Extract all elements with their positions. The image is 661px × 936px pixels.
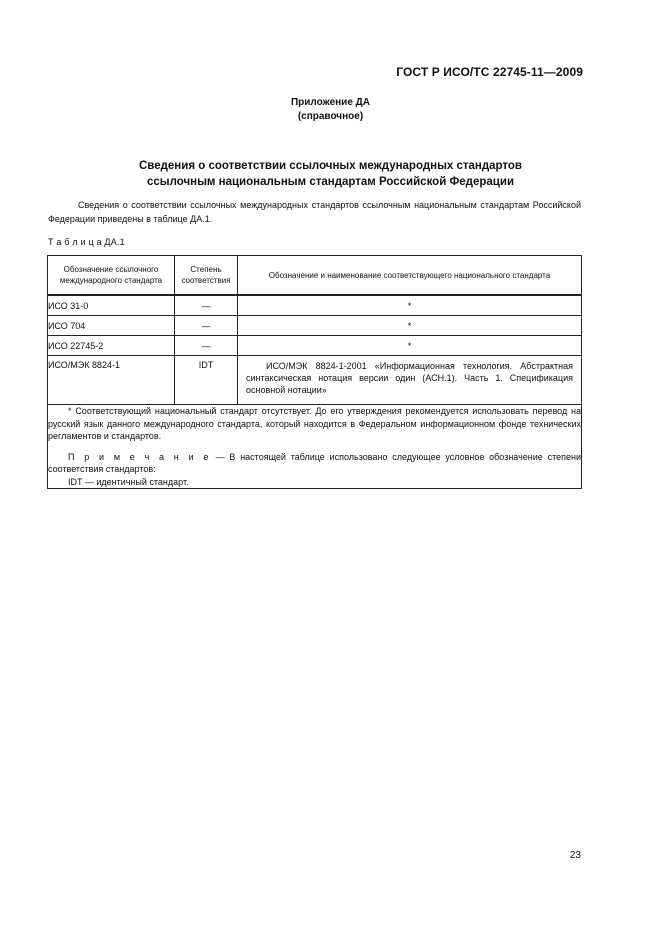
- header-col1-line2: международного стандарта: [59, 276, 163, 285]
- row-code: ИСО 22745-2: [48, 336, 175, 356]
- footnote: * Соответствующий национальный стандарт отсутствует. До его утверждения рекомендуется использовать перевод на русский язык данного международного стандарта, который находится в Федеральном информационном фонде технических регламентов и стандартов.: [48, 406, 581, 441]
- header-col2-line2: соответствия: [181, 276, 231, 285]
- table-notes: [48, 405, 582, 489]
- row-degree: —: [175, 295, 238, 316]
- intro-text: Сведения о соответствии ссылочных международных стандартов ссылочным национальным стандартам Российской Федерации приведены в таблице ДА.1.: [48, 200, 581, 224]
- header-degree: [175, 256, 238, 296]
- row-degree: IDT: [175, 356, 238, 405]
- table-row: [48, 336, 582, 356]
- annex-heading: [0, 96, 661, 124]
- row-degree: —: [175, 316, 238, 336]
- annex-subtitle: (справочное): [297, 111, 364, 122]
- row-code: ИСО 31-0: [48, 295, 175, 316]
- table-label: Т а б л и ц а ДА.1: [48, 237, 125, 247]
- note-label: П р и м е ч а н и е: [68, 451, 211, 462]
- header-col1-line1: Обозначение ссылочного: [63, 265, 159, 274]
- row-national: *: [238, 316, 582, 336]
- note-idt: IDT — идентичный стандарт.: [68, 476, 189, 487]
- correspondence-table: [47, 255, 582, 489]
- note-text: — В настоящей таблице использовано следующее условное обозначение степени соответствия стандартов:: [48, 451, 581, 474]
- header-national-standard: [238, 256, 582, 296]
- table-notes-row: [48, 405, 582, 489]
- table-row: [48, 295, 582, 316]
- section-title-line-2: ссылочным национальным стандартам Российской Федерации: [146, 176, 515, 188]
- row-degree: —: [175, 336, 238, 356]
- section-title-line-1: Сведения о соответствии ссылочных международных стандартов: [138, 160, 522, 172]
- header-col3: Обозначение и наименование соответствующего национального стандарта: [268, 270, 551, 280]
- row-code: ИСО/МЭК 8824-1: [48, 356, 175, 405]
- intro-paragraph: [48, 199, 581, 226]
- page-number: 23: [569, 850, 581, 861]
- row-national: *: [238, 295, 582, 316]
- note: [48, 451, 581, 476]
- section-title: [0, 158, 661, 190]
- row-national-text: ИСО/МЭК 8824-1-2001 «Информационная технология. Абстрактная синтаксическая нотация версии один (АСН.1). Часть 1. Спецификация основной нотации»: [246, 361, 573, 395]
- table-header-row: [48, 256, 582, 296]
- header-international-standard: [48, 256, 175, 296]
- row-national: *: [238, 336, 582, 356]
- document-code: ГОСТ Р ИСО/ТС 22745-11—2009: [396, 65, 583, 79]
- table-row: [48, 316, 582, 336]
- table-row: [48, 356, 582, 405]
- annex-title: Приложение ДА: [290, 97, 371, 108]
- header-col2-line1: Степень: [190, 265, 222, 274]
- row-national: [238, 356, 582, 405]
- row-code: ИСО 704: [48, 316, 175, 336]
